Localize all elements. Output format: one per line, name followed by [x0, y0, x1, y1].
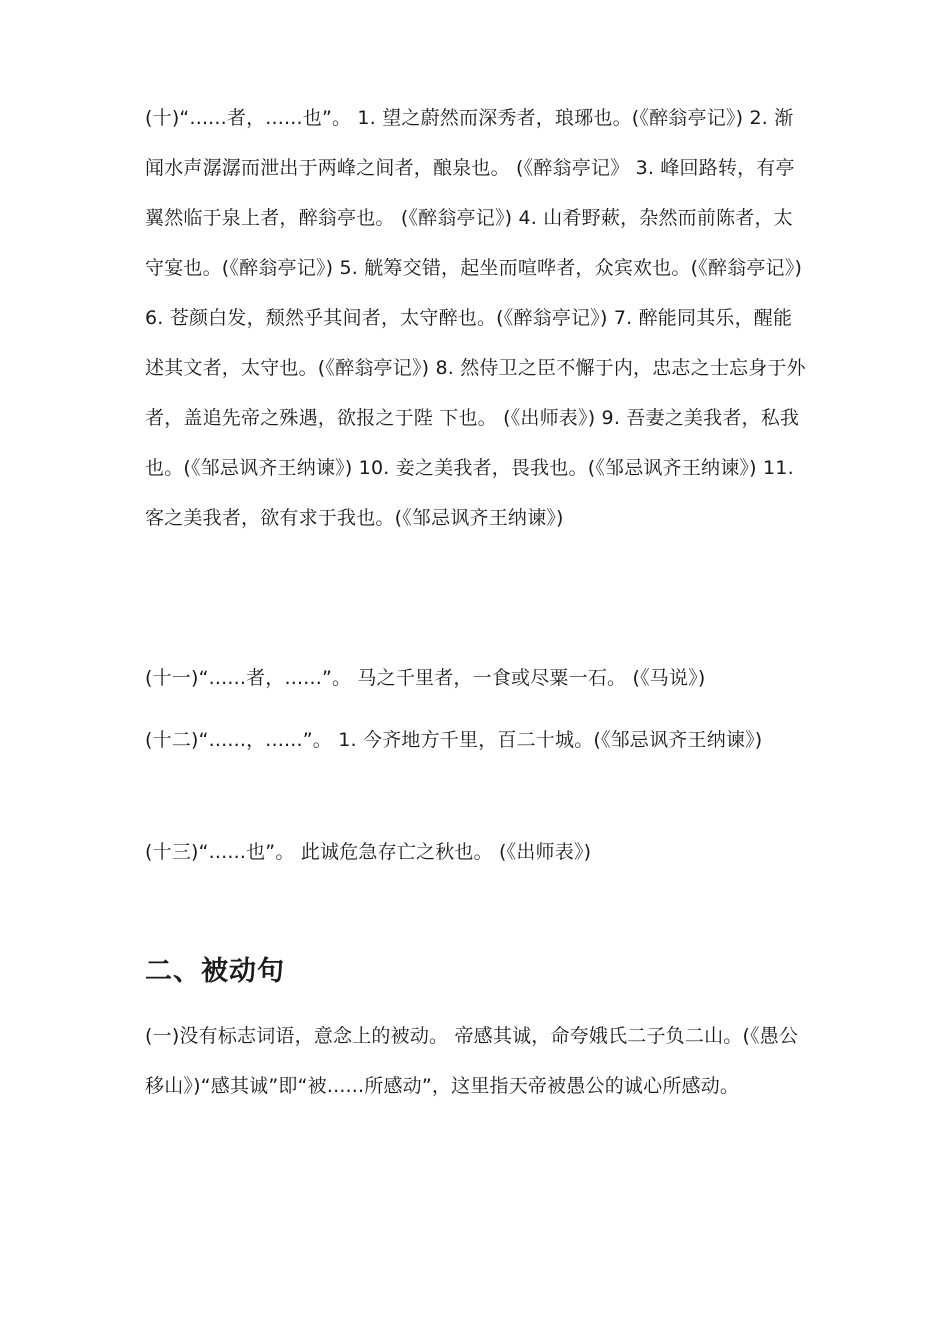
paragraph-section-ten: (十)“......者，......也”。 1. 望之蔚然而深秀者，琅琊也。(《醉翁亭记》) 2. 渐闻水声潺潺而泄出于两峰之间者，酿泉也。 (《醉翁亭记》 3. 峰回路转，有亭翼然临于泉上者，醉翁亭也。 (《醉翁亭记》) 4. 山肴野蔌，杂然而前陈者，太守宴也。(《醉翁亭记》) 5. 觥筹交错，起坐而喧哗者，众宾欢也。(《醉翁亭记》) 6. 苍颜白发，颓然乎其间者，太守醉也。(《醉翁亭记》) 7. 醉能同其乐，醒能述其文者，太守也。(《醉翁亭记》) 8. 然侍卫之臣不懈于内，忠志之士忘身于外者，盖追先帝之殊遇，欲报之于陛 下也。 (《出师表》) 9. 吾妻之美我者，私我也。(《邹忌讽齐王纳谏》) 10. 妾之美我者，畏我也。(《邹忌讽齐王纳谏》) 11. 客之美我者，欲有求于我也。(《邹忌讽齐王纳谏》) — [145, 107, 806, 529]
paragraph-section-twelve: (十二)“......，......”。 1. 今齐地方千里，百二十城。(《邹忌讽齐王纳谏》) — [145, 729, 763, 751]
paragraph-passive-one: (一)没有标志词语，意念上的被动。 帝感其诚，命夸娥氏二子负二山。(《愚公移山》)“感其诚”即“被......所感动”，这里指天帝被愚公的诚心所感动。 — [145, 1025, 799, 1097]
paragraph-section-eleven: (十一)“......者，......”。 马之千里者，一食或尽粟一石。 (《马说》) — [145, 667, 706, 689]
heading-passive-sentences: 二、被动句 — [145, 956, 285, 987]
paragraph-section-thirteen: (十三)“......也”。 此诚危急存亡之秋也。 (《出师表》) — [145, 841, 592, 863]
